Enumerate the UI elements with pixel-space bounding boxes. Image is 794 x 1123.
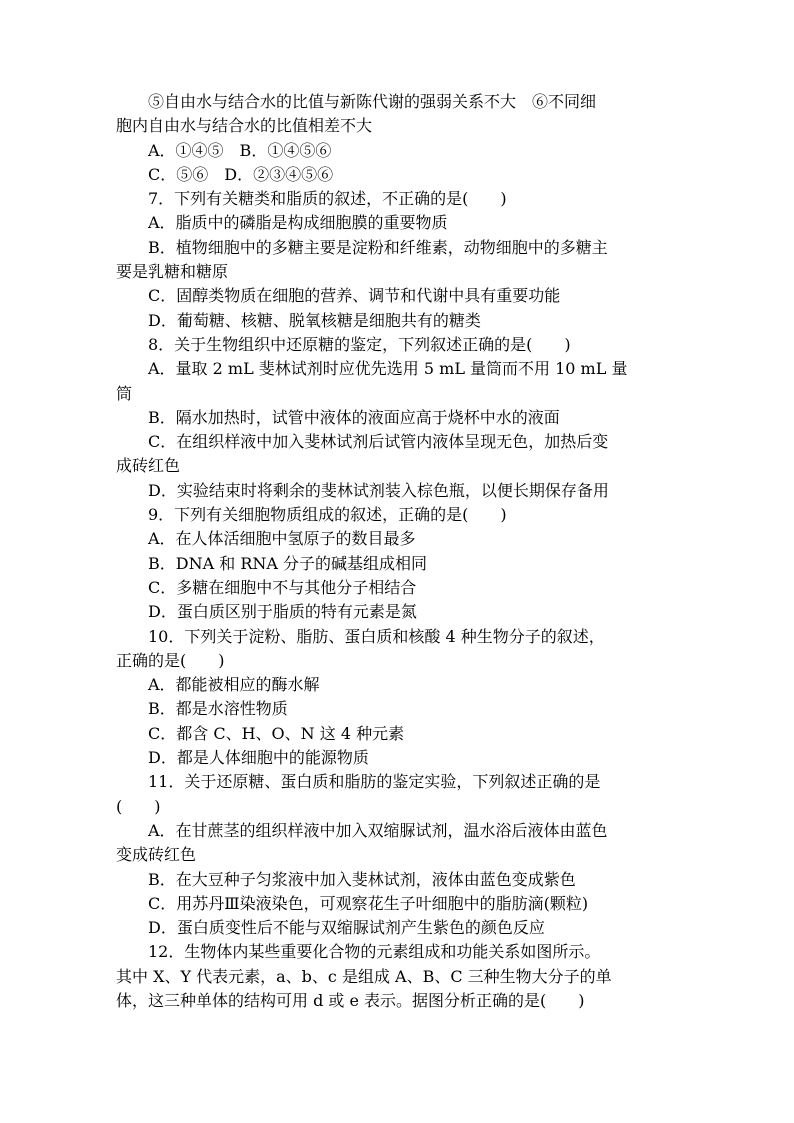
text-line: 要是乳糖和糖原: [116, 262, 229, 282]
option-line: C．固醇类物质在细胞的营养、调节和代谢中具有重要功能: [148, 286, 561, 306]
option-line: B．植物细胞中的多糖主要是淀粉和纤维素，动物细胞中的多糖主: [148, 237, 608, 257]
option-line: A．量取 2 mL 斐林试剂时应优先选用 5 mL 量筒而不用 10 mL 量: [148, 359, 628, 379]
option-line: C．⑤⑥ D．②③④⑤⑥: [148, 164, 334, 184]
option-line: A．都能被相应的酶水解: [148, 675, 320, 695]
option-line: C．都含 C、H、O、N 这 4 种元素: [148, 723, 405, 743]
question-7-stem: 7．下列有关糖类和脂质的叙述，不正确的是( ): [148, 189, 507, 209]
option-line: D．蛋白质区别于脂质的特有元素是氮: [148, 602, 417, 622]
text-line: 胞内自由水与结合水的比值相差不大: [116, 116, 373, 136]
question-10-stem: 10．下列关于淀粉、脂肪、蛋白质和核酸 4 种生物分子的叙述，: [148, 626, 605, 646]
option-line: C．在组织样液中加入斐林试剂后试管内液体呈现无色，加热后变: [148, 432, 609, 452]
option-line: D．实验结束时将剩余的斐林试剂装入棕色瓶，以便长期保存备用: [148, 480, 609, 500]
option-line: D．蛋白质变性后不能与双缩脲试剂产生紫色的颜色反应: [148, 918, 545, 938]
text-line: ⑤自由水与结合水的比值与新陈代谢的强弱关系不大 ⑥不同细: [148, 92, 597, 111]
option-line: C．多糖在细胞中不与其他分子相结合: [148, 577, 417, 597]
question-8-stem: 8．关于生物组织中还原糖的鉴定，下列叙述正确的是( ): [148, 334, 571, 354]
option-line: A．脂质中的磷脂是构成细胞膜的重要物质: [148, 213, 448, 233]
option-line: B．隔水加热时，试管中液体的液面应高于烧杯中水的液面: [148, 407, 560, 427]
question-9-stem: 9．下列有关细胞物质组成的叙述，正确的是( ): [148, 505, 507, 525]
text-line: ( ): [116, 796, 161, 816]
question-11-stem: 11．关于还原糖、蛋白质和脂肪的鉴定实验，下列叙述正确的是: [148, 772, 601, 792]
document-page: [116, 90, 682, 1013]
option-line: D．都是人体细胞中的能源物质: [148, 748, 369, 768]
option-line: B．在大豆种子匀浆液中加入斐林试剂，液体由蓝色变成紫色: [148, 869, 576, 889]
text-line: 正确的是( ): [116, 650, 225, 670]
option-line: A．在甘蔗茎的组织样液中加入双缩脲试剂，温水浴后液体由蓝色: [148, 820, 608, 840]
option-line: D．葡萄糖、核糖、脱氧核糖是细胞共有的糖类: [148, 310, 481, 330]
option-line: A．在人体活细胞中氢原子的数目最多: [148, 529, 416, 549]
text-line: 成砖红色: [116, 456, 181, 476]
option-line: B．DNA 和 RNA 分子的碱基组成相同: [148, 553, 428, 573]
option-line: C．用苏丹Ⅲ染液染色，可观察花生子叶细胞中的脂肪滴(颗粒): [148, 893, 589, 913]
text-line: 筒: [116, 383, 133, 403]
option-line: B．都是水溶性物质: [148, 699, 288, 719]
option-line: A．①④⑤ B．①④⑤⑥: [148, 140, 332, 160]
text-line: 变成砖红色: [116, 845, 197, 865]
question-12-stem: 12．生物体内某些重要化合物的元素组成和功能关系如图所示。: [148, 942, 601, 962]
text-line: 其中 X、Y 代表元素，a、b、c 是组成 A、B、C 三种生物大分子的单: [116, 966, 612, 986]
text-line: 体，这三种单体的结构可用 d 或 e 表示。据图分析正确的是( ): [116, 990, 585, 1010]
